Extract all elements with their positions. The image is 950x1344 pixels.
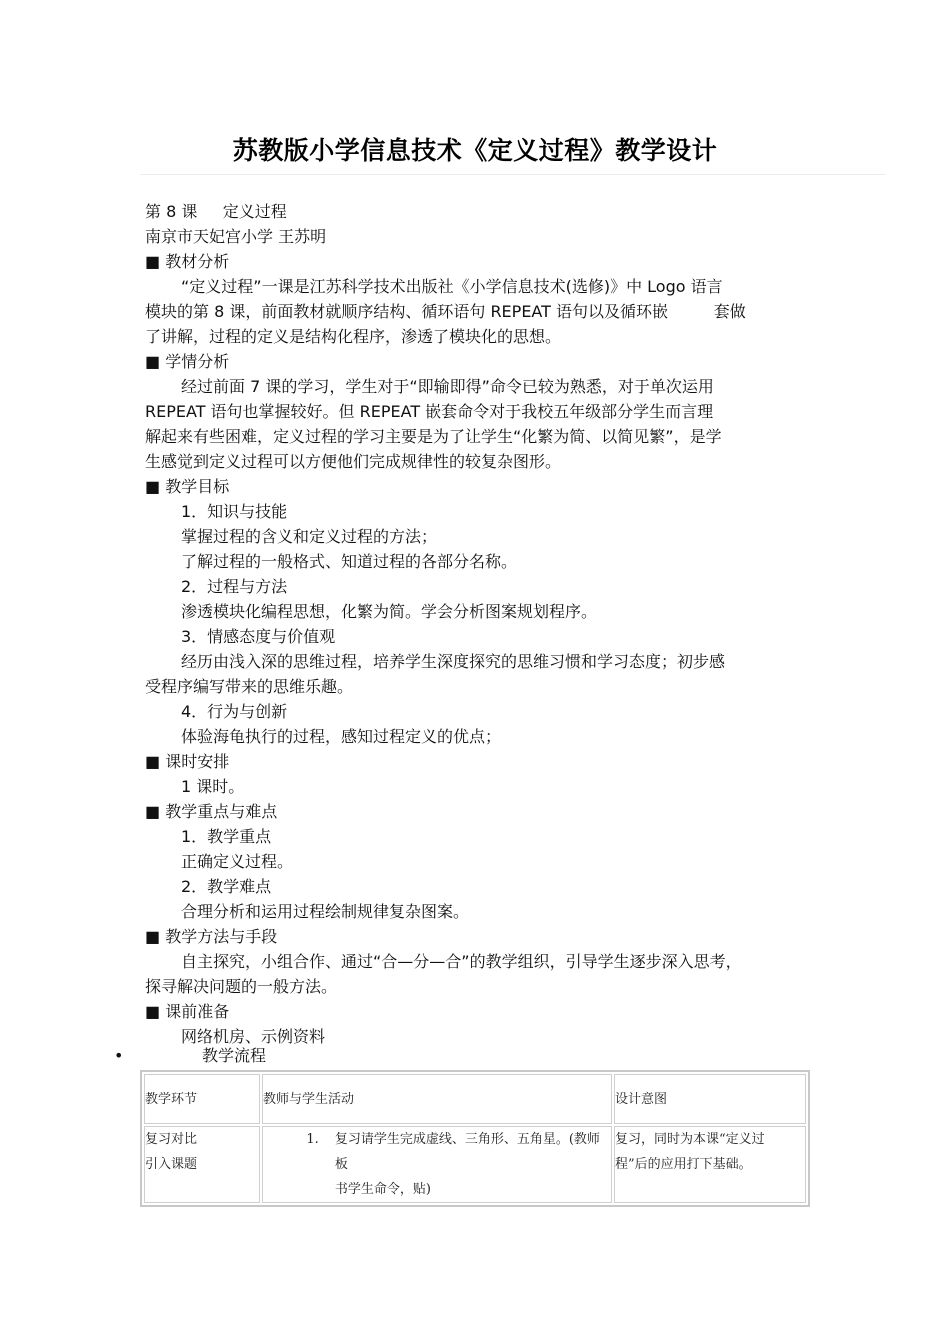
- goal-title: 2．过程与方法: [181, 577, 288, 596]
- method-heading: ■ 教学方法与手段: [145, 927, 278, 946]
- hours-text: 1 课时。: [181, 777, 245, 796]
- activity-cell: [262, 1126, 612, 1203]
- focus-title: 1．教学重点: [181, 827, 272, 846]
- activity-text: 书学生命令，贴): [334, 1182, 431, 1197]
- learner-paragraph-line: 经过前面 7 课的学习，学生对于“即输即得”命令已较为熟悉，对于单次运用: [181, 377, 714, 396]
- hours-heading: ■ 课时安排: [145, 752, 230, 771]
- title-divider: [140, 174, 886, 175]
- intent-cell: [614, 1126, 806, 1203]
- focus-title: 2．教学难点: [181, 877, 272, 896]
- goal-text: 受程序编写带来的思维乐趣。: [145, 677, 354, 696]
- prep-heading: ■ 课前准备: [145, 1002, 230, 1021]
- method-paragraph-line: 自主探究，小组合作、通过“合—分—合”的教学组织，引导学生逐步深入思考，: [181, 952, 742, 971]
- material-paragraph-line: “定义过程”一课是江苏科学技术出版社《小学信息技术(选修)》中 Logo 语言: [181, 277, 723, 296]
- stage-cell: [144, 1126, 260, 1203]
- author-line: 南京市天妃宫小学 王苏明: [145, 227, 327, 246]
- table-header-row: [144, 1074, 806, 1124]
- method-paragraph-line: 探寻解决问题的一般方法。: [145, 977, 338, 996]
- goal-title: 1．知识与技能: [181, 502, 288, 521]
- bullet-icon: •: [114, 1046, 124, 1065]
- header-intent: 设计意图: [614, 1074, 806, 1124]
- goals-heading: ■ 教学目标: [145, 477, 230, 496]
- activity-number: 1.: [306, 1132, 319, 1147]
- goal-title: 3．情感态度与价值观: [181, 627, 336, 646]
- goal-text: 渗透模块化编程思想，化繁为简。学会分析图案规划程序。: [181, 602, 598, 621]
- goal-text: 掌握过程的含义和定义过程的方法；: [181, 527, 438, 546]
- learner-paragraph-line: 解起来有些困难，定义过程的学习主要是为了让学生“化繁为简、以简见繁”，是学: [145, 427, 722, 446]
- stage-text: 复习对比: [145, 1132, 198, 1147]
- flow-table: [140, 1070, 810, 1207]
- goal-text: 经历由浅入深的思维过程，培养学生深度探究的思维习惯和学习态度；初步感: [181, 652, 726, 671]
- intent-text: 复习，同时为本课“定义过: [615, 1132, 765, 1147]
- focus-heading: ■ 教学重点与难点: [145, 802, 278, 821]
- material-heading: ■ 教材分析: [145, 252, 230, 271]
- material-paragraph-line: 模块的第 8 课，前面教材就顺序结构、循环语句 REPEAT 语句以及循环嵌 套做: [145, 302, 746, 321]
- focus-text: 合理分析和运用过程绘制规律复杂图案。: [181, 902, 470, 921]
- intent-text: 程”后的应用打下基础。: [615, 1157, 752, 1172]
- material-paragraph-line: 了讲解，过程的定义是结构化程序，渗透了模块化的思想。: [145, 327, 562, 346]
- goal-text: 了解过程的一般格式、知道过程的各部分名称。: [181, 552, 518, 571]
- learner-paragraph-line: REPEAT 语句也掌握较好。但 REPEAT 嵌套命令对于我校五年级部分学生而言理: [145, 402, 714, 421]
- focus-text: 正确定义过程。: [181, 852, 294, 871]
- table-row: [144, 1126, 806, 1203]
- header-activity: 教师与学生活动: [262, 1074, 612, 1124]
- learner-paragraph-line: 生感觉到定义过程可以方便他们完成规律性的较复杂图形。: [145, 452, 562, 471]
- document-body: [145, 199, 825, 1049]
- document-title: 苏教版小学信息技术《定义过程》教学设计: [232, 136, 718, 165]
- header-stage: 教学环节: [144, 1074, 260, 1124]
- stage-text: 引入课题: [145, 1157, 198, 1172]
- learner-heading: ■ 学情分析: [145, 352, 230, 371]
- goal-text: 体验海龟执行的过程，感知过程定义的优点；: [181, 727, 502, 746]
- flow-heading: 教学流程: [202, 1046, 267, 1065]
- lesson-line: 第 8 课 定义过程: [145, 202, 287, 221]
- activity-text: 复习请学生完成虚线、三角形、五角星。(教师板: [334, 1132, 600, 1172]
- goal-title: 4．行为与创新: [181, 702, 288, 721]
- prep-text: 网络机房、示例资料: [181, 1027, 326, 1046]
- flow-heading-line: [114, 1045, 266, 1067]
